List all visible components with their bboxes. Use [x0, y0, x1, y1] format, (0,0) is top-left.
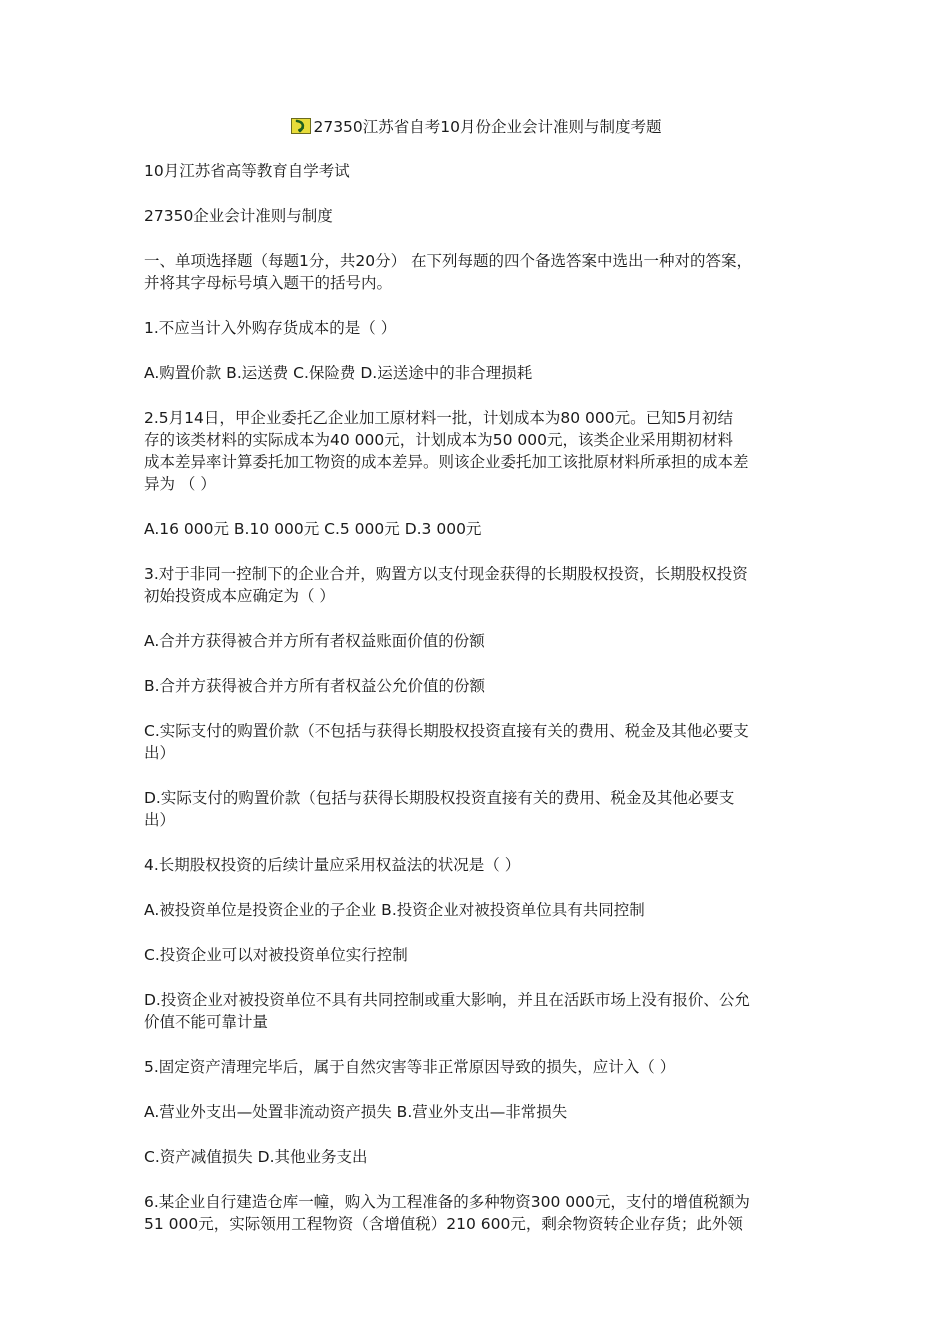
paragraph: C.实际支付的购置价款（不包括与获得长期股权投资直接有关的费用、税金及其他必要支 出）	[144, 722, 749, 762]
paragraph: A.16 000元 B.10 000元 C.5 000元 D.3 000元	[144, 520, 482, 538]
paragraph: A.购置价款 B.运送费 C.保险费 D.运送途中的非合理损耗	[144, 364, 533, 382]
paragraph: 27350企业会计准则与制度	[144, 207, 333, 225]
paragraph: A.被投资单位是投资企业的子企业 B.投资企业对被投资单位具有共同控制	[144, 901, 645, 919]
paragraph: A.合并方获得被合并方所有者权益账面价值的份额	[144, 632, 485, 650]
paragraph: C.投资企业可以对被投资单位实行控制	[144, 946, 408, 964]
paragraph: B.合并方获得被合并方所有者权益公允价值的份额	[144, 677, 486, 695]
document-body	[144, 160, 809, 1235]
paragraph: C.资产减值损失 D.其他业务支出	[144, 1148, 368, 1166]
document-page	[144, 116, 809, 1258]
paragraph: 4.长期股权投资的后续计量应采用权益法的状况是（ ）	[144, 856, 521, 874]
paragraph: 一、单项选择题（每题1分，共20分） 在下列每题的四个备选答案中选出一种对的答案， 并将其字母标号填入题干的括号内。	[144, 252, 753, 292]
document-icon	[291, 118, 311, 134]
paragraph: 1.不应当计入外购存货成本的是（ ）	[144, 319, 397, 337]
document-title-row	[144, 116, 809, 138]
paragraph: D.实际支付的购置价款（包括与获得长期股权投资直接有关的费用、税金及其他必要支 出）	[144, 789, 735, 829]
paragraph: 2.5月14日，甲企业委托乙企业加工原材料一批，计划成本为80 000元。已知5月初结 存的该类材料的实际成本为40 000元，计划成本为50 000元，该类企业采用期初材料 成本差异率计算委托加工物资的成本差异。则该企业委托加工该批原材料所承担的成本差 异为 （ ）	[144, 409, 749, 493]
paragraph: 3.对于非同一控制下的企业合并，购置方以支付现金获得的长期股权投资，长期股权投资 初始投资成本应确定为（ ）	[144, 565, 748, 605]
paragraph: D.投资企业对被投资单位不具有共同控制或重大影响，并且在活跃市场上没有报价、公允 价值不能可靠计量	[144, 991, 750, 1031]
document-title: 27350江苏省自考10月份企业会计准则与制度考题	[313, 118, 662, 136]
paragraph: 6.某企业自行建造仓库一幢，购入为工程准备的多种物资300 000元，支付的增值税额为 51 000元，实际领用工程物资（含增值税）210 600元，剩余物资转企业存货；此外领	[144, 1193, 750, 1233]
paragraph: A.营业外支出—处置非流动资产损失 B.营业外支出—非常损失	[144, 1103, 568, 1121]
paragraph: 5.固定资产清理完毕后，属于自然灾害等非正常原因导致的损失，应计入（ ）	[144, 1058, 676, 1076]
paragraph: 10月江苏省高等教育自学考试	[144, 162, 350, 180]
